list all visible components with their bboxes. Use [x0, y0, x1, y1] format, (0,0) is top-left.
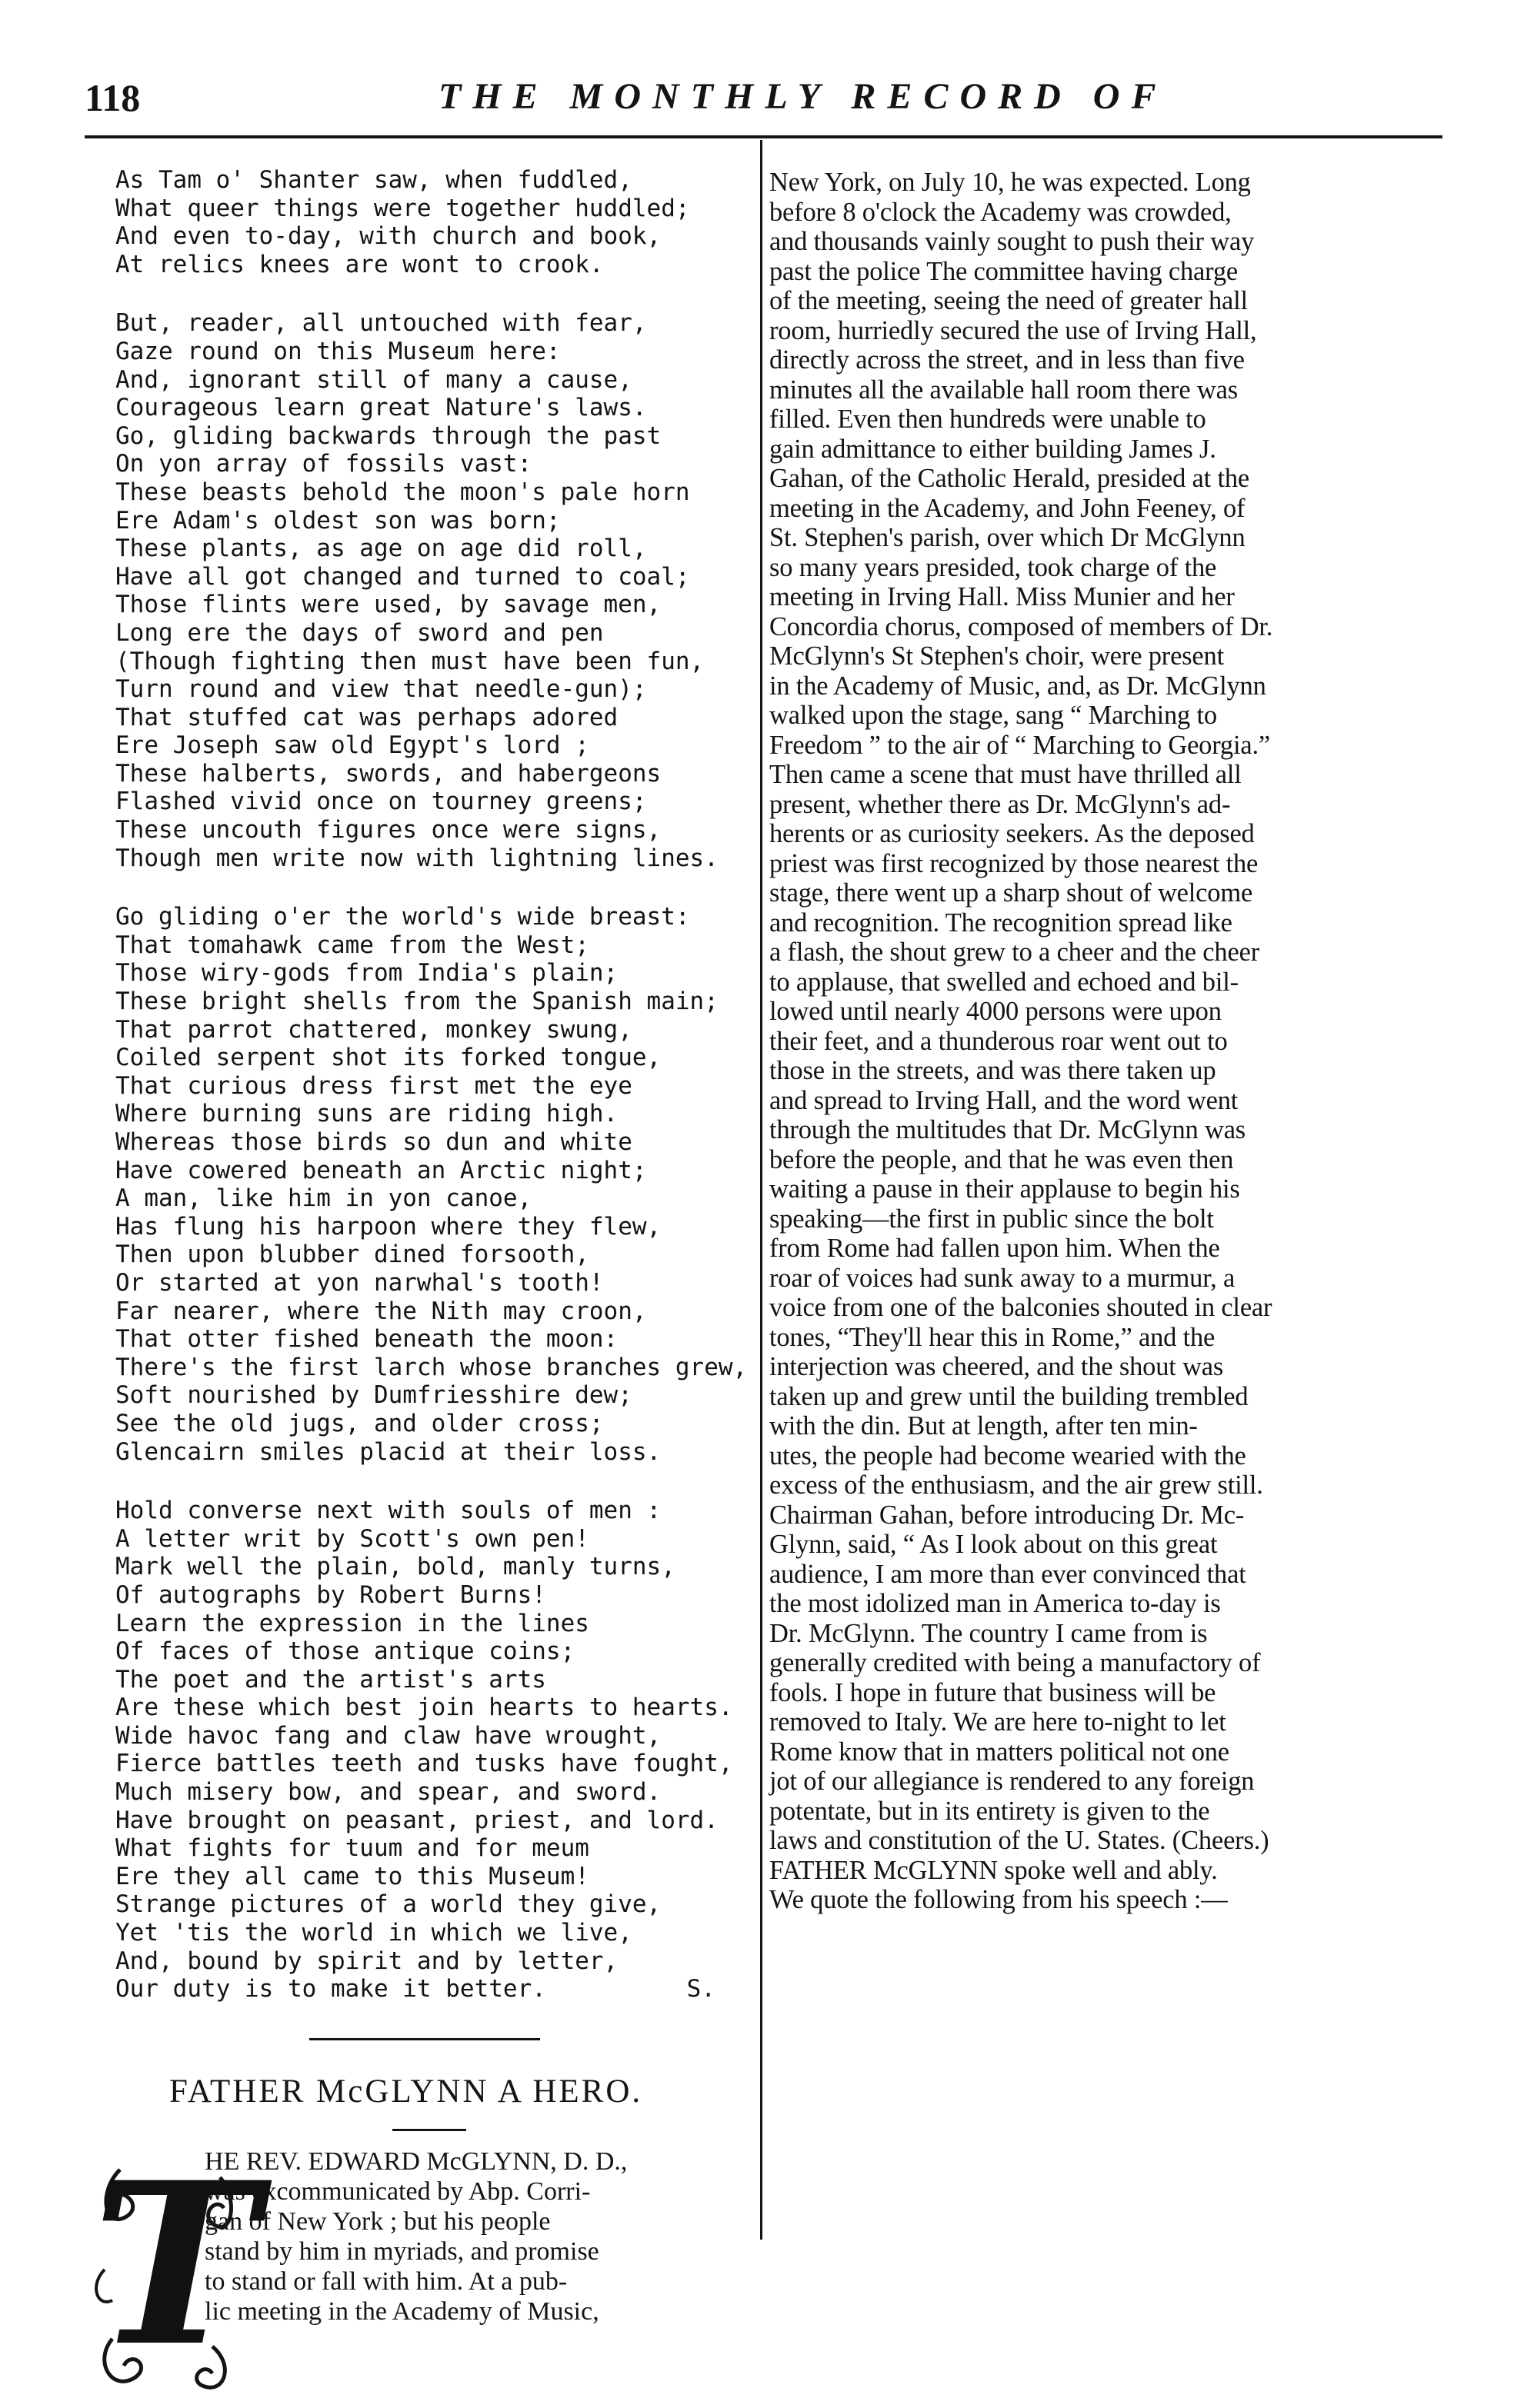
poem-line: These halberts, swords, and habergeons: [115, 759, 662, 788]
article-line: speaking—the first in public since the bolt: [769, 1204, 1214, 1234]
article-line: Freedom ” to the air of “ Marching to Georgia.”: [769, 730, 1270, 760]
article-line: was excommunicated by Abp. Corri-: [205, 2177, 591, 2206]
article-line: in the Academy of Music, and, as Dr. McGlynn: [769, 671, 1266, 701]
article-line: to applause, that swelled and echoed and bil-: [769, 967, 1239, 997]
page-number: 118: [85, 76, 141, 119]
article-line: present, whether there as Dr. McGlynn's ad-: [769, 789, 1231, 819]
poem-line: Wide havoc fang and claw have wrought,: [115, 1721, 662, 1750]
poem-line: Yet 'tis the world in which we live,: [115, 1919, 632, 1947]
poem-line: As Tam o' Shanter saw, when fuddled,: [115, 166, 632, 194]
article-line: FATHER McGLYNN spoke well and ably.: [769, 1855, 1218, 1885]
article-line: roar of voices had sunk away to a murmur, a: [769, 1263, 1236, 1293]
article-line: so many years presided, took charge of the: [769, 552, 1217, 582]
article-line: jot of our allegiance is rendered to any foreign: [769, 1767, 1255, 1796]
poem: [115, 166, 746, 2003]
article-line: New York, on July 10, he was expected. Long: [769, 168, 1251, 197]
article-line: excess of the enthusiasm, and the air grew still.: [769, 1470, 1263, 1500]
poem-line: Fierce battles teeth and tusks have fought,: [115, 1750, 733, 1778]
poem-line: Learn the expression in the lines: [115, 1609, 589, 1637]
poem-stanza: [115, 1497, 746, 2003]
poem-line: Ere Adam's oldest son was born;: [115, 506, 561, 535]
poem-line: On yon array of fossils vast:: [115, 450, 532, 478]
poem-line: Mark well the plain, bold, manly turns,: [115, 1553, 675, 1581]
poem-stanza: [115, 903, 746, 1466]
poem-line: Are these which best join hearts to hearts.: [115, 1694, 733, 1722]
poem-line: Courageous learn great Nature's laws.: [115, 394, 647, 422]
article-line: laws and constitution of the U. States. (Cheers.): [769, 1826, 1269, 1855]
article-line: stage, there went up a sharp shout of welcome: [769, 878, 1253, 908]
poem-line: (Though fighting then must have been fun,: [115, 647, 705, 675]
poem-line: These bright shells from the Spanish main;: [115, 988, 719, 1016]
poem-line: See the old jugs, and older cross;: [115, 1409, 604, 1437]
article-line: directly across the street, and in less than five: [769, 345, 1245, 375]
poem-line: That tomahawk came from the West;: [115, 931, 589, 959]
poem-line: These plants, as age on age did roll,: [115, 535, 647, 563]
article-line: utes, the people had become wearied with the: [769, 1440, 1246, 1470]
poem-line: That parrot chattered, monkey swung,: [115, 1015, 632, 1044]
article-line: and thousands vainly sought to push their way: [769, 227, 1255, 256]
article-line: past the police The committee having charge: [769, 256, 1238, 286]
poem-line: A man, like him in yon canoe,: [115, 1184, 532, 1213]
poem-line: Strange pictures of a world they give,: [115, 1890, 662, 1919]
article-line: Concordia chorus, composed of members of Dr.: [769, 611, 1273, 641]
article-line: audience, I am more than ever convinced that: [769, 1559, 1246, 1589]
article-line: waiting a pause in their applause to begin his: [769, 1174, 1240, 1204]
poem-line: Of autographs by Robert Burns!: [115, 1580, 546, 1609]
article-line: gain admittance to either building James J.: [769, 434, 1216, 464]
poem-line: Have all got changed and turned to coal;: [115, 562, 690, 591]
article-line: lic meeting in the Academy of Music,: [205, 2296, 599, 2326]
poem-line: What fights for tuum and for meum: [115, 1834, 589, 1863]
poem-line: Coiled serpent shot its forked tongue,: [115, 1044, 662, 1072]
article-line: Rome know that in matters political not one: [769, 1737, 1229, 1767]
article-line: with the din. But at length, after ten min-: [769, 1411, 1198, 1440]
poem-line: Have cowered beneath an Arctic night;: [115, 1156, 647, 1184]
article-line: room, hurriedly secured the use of Irving Hall,: [769, 315, 1257, 345]
article-line: Glynn, said, “ As I look about on this great: [769, 1530, 1218, 1559]
article-line: a flash, the shout grew to a cheer and the cheer: [769, 938, 1259, 967]
article-line: herents or as curiosity seekers. As the deposed: [769, 819, 1255, 848]
article-line: St. Stephen's parish, over which Dr McGlynn: [769, 523, 1246, 552]
poem-signature: S.: [686, 1975, 715, 2003]
poem-line: And, bound by spirit and by letter,: [115, 1947, 619, 1975]
poem-line: That otter fished beneath the moon:: [115, 1325, 619, 1354]
poem-line: Or started at yon narwhal's tooth!: [115, 1268, 604, 1297]
poem-stanza: [115, 166, 746, 278]
article-line: the most idolized man in America to-day is: [769, 1589, 1221, 1618]
article-line: filled. Even then hundreds were unable to: [769, 405, 1206, 434]
poem-line: Ere Joseph saw old Egypt's lord ;: [115, 731, 589, 760]
article-line: of the meeting, seeing the need of greater hall: [769, 286, 1248, 315]
poem-line: There's the first larch whose branches grew,: [115, 1353, 748, 1381]
poem-line: Though men write now with lightning lines.: [115, 844, 719, 872]
article-line: and recognition. The recognition spread like: [769, 908, 1232, 938]
poem-line: Those wiry-gods from India's plain;: [115, 959, 619, 988]
poem-line: That stuffed cat was perhaps adored: [115, 703, 619, 731]
article-line: from Rome had fallen upon him. When the: [769, 1234, 1220, 1263]
poem-stanza: [115, 309, 746, 872]
article-line: potentate, but in its entirety is given to the: [769, 1796, 1210, 1826]
poem-line: What queer things were together huddled;: [115, 194, 690, 222]
poem-line: Those flints were used, by savage men,: [115, 591, 662, 619]
poem-line: And even to-day, with church and book,: [115, 222, 662, 251]
poem-line: Of faces of those antique coins;: [115, 1637, 575, 1666]
header-rule: [85, 135, 1442, 138]
article-line: We quote the following from his speech :—: [769, 1885, 1228, 1914]
article-title: FATHER McGLYNN A HERO.: [169, 2073, 643, 2110]
article-line: HE REV. EDWARD McGLYNN, D. D.,: [205, 2147, 628, 2176]
article-line: walked upon the stage, sang “ Marching to: [769, 701, 1217, 730]
poem-line: Hold converse next with souls of men :: [115, 1497, 662, 1525]
article-line: stand by him in myriads, and promise: [205, 2236, 599, 2266]
article-line: Chairman Gahan, before introducing Dr. Mc-: [769, 1500, 1245, 1530]
poem-line: Has flung his harpoon where they flew,: [115, 1212, 662, 1241]
running-title: THE MONTHLY RECORD OF: [439, 76, 1168, 117]
article-line: McGlynn's St Stephen's choir, were present: [769, 641, 1224, 671]
article-line: meeting in the Academy, and John Feeney, of: [769, 493, 1246, 523]
poem-line: At relics knees are wont to crook.: [115, 250, 604, 278]
section-rule: [309, 2038, 540, 2040]
poem-line: Where burning suns are riding high.: [115, 1100, 619, 1128]
poem-line: These uncouth figures once were signs,: [115, 816, 662, 844]
article-line: Dr. McGlynn. The country I came from is: [769, 1618, 1208, 1648]
article-line: and spread to Irving Hall, and the word went: [769, 1085, 1239, 1115]
article-line: taken up and grew until the building trembled: [769, 1381, 1249, 1411]
poem-line: Ere they all came to this Museum!: [115, 1862, 589, 1890]
article-line: their feet, and a thunderous roar went out to: [769, 1026, 1228, 1056]
poem-line: These beasts behold the moon's pale horn: [115, 478, 690, 506]
article-line: tones, “They'll hear this in Rome,” and the: [769, 1322, 1216, 1352]
poem-line: [115, 1975, 746, 2003]
poem-line: Gaze round on this Museum here:: [115, 337, 561, 365]
poem-line: That curious dress first met the eye: [115, 1071, 632, 1100]
article-line: before 8 o'clock the Academy was crowded,: [769, 197, 1232, 227]
article-line: voice from one of the balconies shouted in clear: [769, 1293, 1272, 1322]
poem-line: Much misery bow, and spear, and sword.: [115, 1778, 662, 1807]
article-line: generally credited with being a manufactory of: [769, 1648, 1261, 1677]
poem-line-text: Our duty is to make it better.: [115, 1975, 546, 2003]
poem-line: Then upon blubber dined forsooth,: [115, 1241, 589, 1269]
article-opening: [92, 2133, 746, 2408]
poem-line: The poet and the artist's arts: [115, 1665, 546, 1694]
article-line: minutes all the available hall room there was: [769, 375, 1238, 405]
poem-line: Long ere the days of sword and pen: [115, 618, 604, 647]
article-line: Gahan, of the Catholic Herald, presided at the: [769, 464, 1250, 493]
poem-line: Soft nourished by Dumfriesshire dew;: [115, 1381, 632, 1410]
poem-line: Turn round and view that needle-gun);: [115, 675, 647, 704]
poem-line: Have brought on peasant, priest, and lord.: [115, 1806, 719, 1834]
article-line: before the people, and that he was even then: [769, 1144, 1234, 1174]
article-line: gan of New York ; but his people: [205, 2207, 551, 2236]
left-column: [92, 166, 748, 2408]
title-rule: [392, 2129, 466, 2131]
article-line: meeting in Irving Hall. Miss Munier and her: [769, 582, 1235, 611]
drop-cap: T: [92, 2133, 258, 2396]
poem-line: Far nearer, where the Nith may croon,: [115, 1297, 647, 1325]
poem-line: And, ignorant still of many a cause,: [115, 365, 632, 394]
article-line: to stand or fall with him. At a pub-: [205, 2266, 568, 2296]
column-divider: [760, 140, 762, 2240]
right-column: [769, 168, 1454, 1915]
poem-line: Flashed vivid once on tourney greens;: [115, 788, 647, 816]
poem-line: A letter writ by Scott's own pen!: [115, 1524, 589, 1553]
article-line: those in the streets, and was there taken up: [769, 1056, 1216, 1085]
article-line: removed to Italy. We are here to-night to let: [769, 1707, 1226, 1737]
article-line: interjection was cheered, and the shout was: [769, 1352, 1224, 1381]
poem-line: But, reader, all untouched with fear,: [115, 309, 647, 338]
article-line: through the multitudes that Dr. McGlynn was: [769, 1115, 1246, 1144]
poem-line: Whereas those birds so dun and white: [115, 1128, 632, 1156]
poem-line: Go, gliding backwards through the past: [115, 421, 662, 450]
poem-line: Go gliding o'er the world's wide breast:: [115, 903, 690, 931]
article-line: fools. I hope in future that business will be: [769, 1677, 1216, 1707]
poem-line: Glencairn smiles placid at their loss.: [115, 1437, 662, 1466]
article-line: lowed until nearly 4000 persons were upon: [769, 997, 1222, 1026]
article-line: priest was first recognized by those nearest the: [769, 848, 1259, 878]
article-line: Then came a scene that must have thrilled all: [769, 760, 1242, 789]
running-header: [85, 71, 1442, 132]
